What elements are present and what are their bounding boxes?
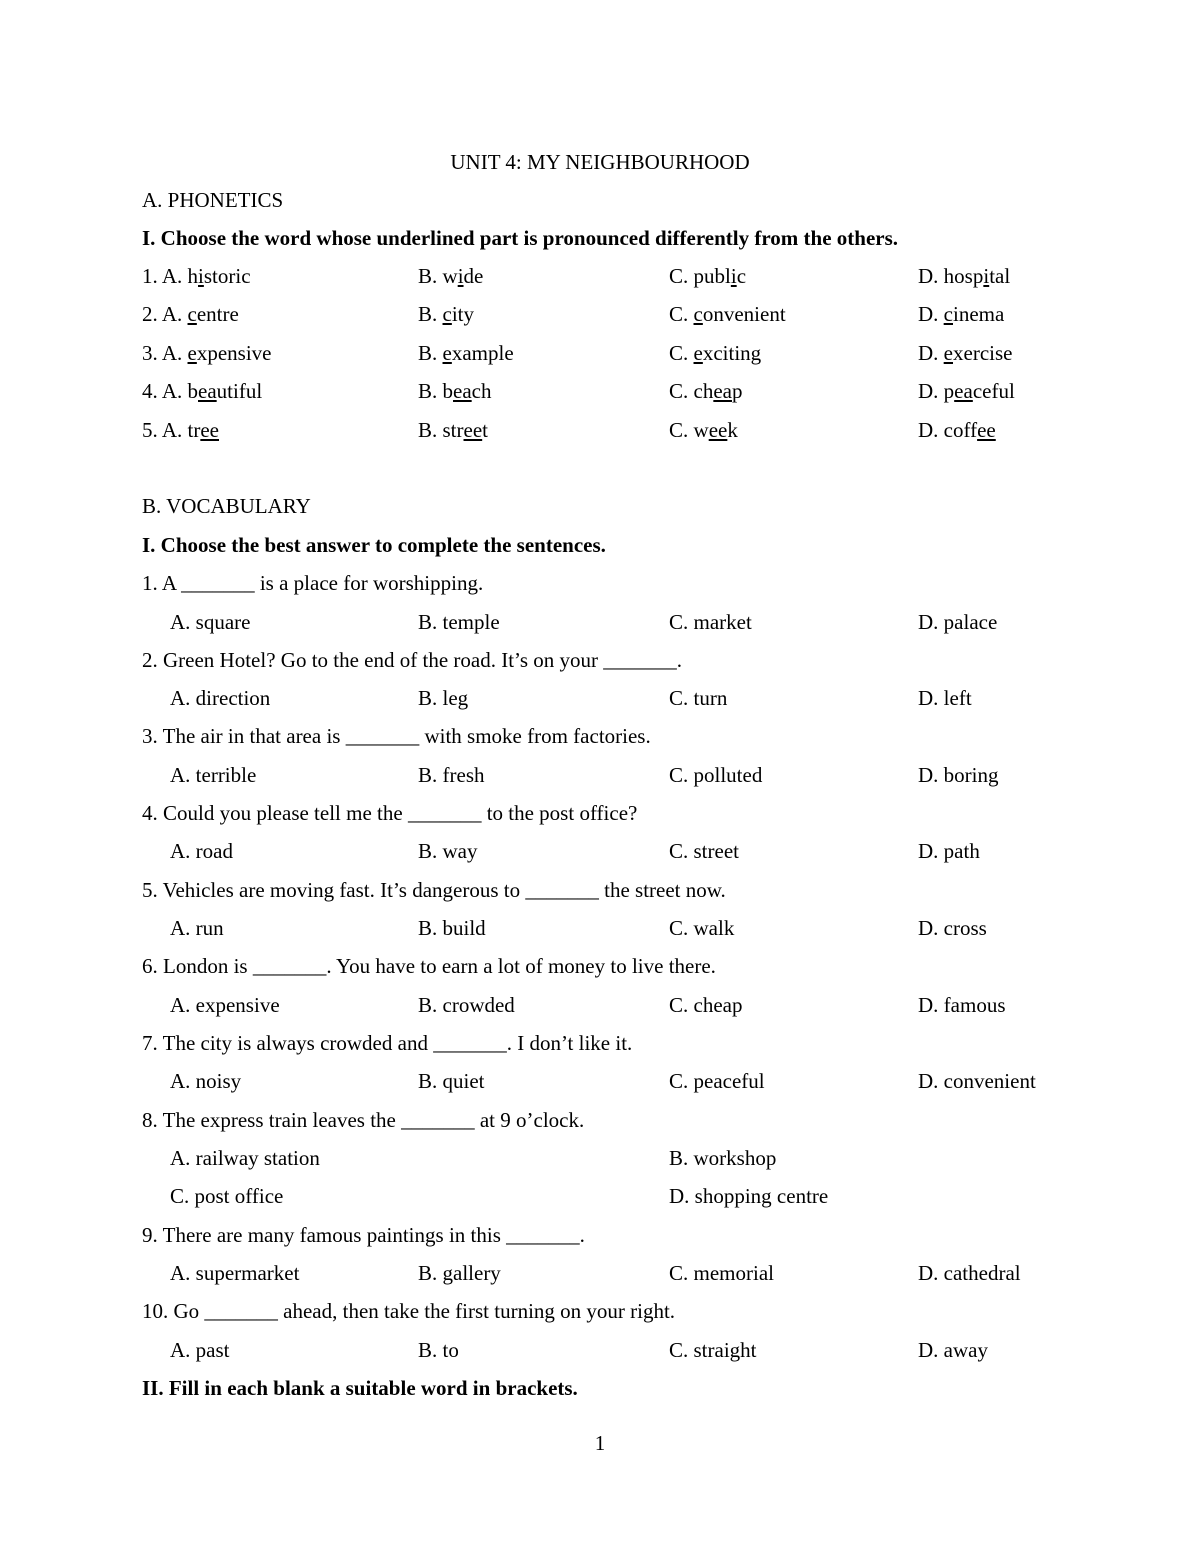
option-c: C. walk [669,916,735,940]
option-a: A. supermarket [170,1261,300,1285]
option-a: A. square [170,610,251,634]
option-c: C. cheap [669,379,743,403]
option-b: B. temple [418,610,500,634]
phonetics-row [0,376,1200,406]
fill-blank-instruction: II. Fill in each blank a suitable word in brackets. [142,1376,578,1400]
option-a: A. past [170,1338,230,1362]
answer-options-row [0,1258,1200,1288]
option-b: B. wide [418,264,484,288]
phonetics-row [0,415,1200,445]
option-b: B. beach [418,379,492,403]
option-c: C. cheap [669,993,743,1017]
option-d: D. hospital [918,264,1011,288]
answer-options-row [0,760,1200,790]
option-a: 4. A. beautiful [142,379,263,403]
option-d: D. coffee [918,418,996,442]
answer-options-row [0,607,1200,637]
option-c: C. turn [669,686,728,710]
option-c: C. exciting [669,341,762,365]
answer-options-row [0,683,1200,713]
answer-options-row [0,1143,1200,1173]
answer-options-row [0,1066,1200,1096]
option-a: A. noisy [170,1069,242,1093]
option-c: C. memorial [669,1261,774,1285]
question-text: 1. A _______ is a place for worshipping. [142,571,484,595]
option-a: A. terrible [170,763,257,787]
option-d: D. famous [918,993,1006,1017]
question-text: 4. Could you please tell me the _______ to the post office? [142,801,638,825]
option-b: B. fresh [418,763,485,787]
option-a: A. expensive [170,993,280,1017]
option-c: C. peaceful [669,1069,765,1093]
option-c: C. market [669,610,752,634]
option-b: B. city [418,302,475,326]
option-a: 5. A. tree [142,418,219,442]
section-b-heading: B. VOCABULARY [142,494,311,518]
option-d: D. cathedral [918,1261,1021,1285]
option-c: C. convenient [669,302,786,326]
question-text: 7. The city is always crowded and _______. I don’t like it. [142,1031,633,1055]
question-text: 10. Go _______ ahead, then take the first turning on your right. [142,1299,676,1323]
question-text: 3. The air in that area is _______ with smoke from factories. [142,724,651,748]
phonetics-row [0,261,1200,291]
phonetics-row [0,299,1200,329]
option-a: A. road [170,839,233,863]
vocabulary-instruction: I. Choose the best answer to complete the sentences. [142,533,606,557]
option-a: 2. A. centre [142,302,239,326]
option-b: B. example [418,341,514,365]
option-d: D. left [918,686,972,710]
option-d: D. shopping centre [669,1184,829,1208]
option-b: B. workshop [669,1146,777,1170]
unit-title: UNIT 4: MY NEIGHBOURHOOD [450,150,750,174]
question-text: 2. Green Hotel? Go to the end of the road. It’s on your _______. [142,648,683,672]
option-d: D. convenient [918,1069,1036,1093]
option-d: D. exercise [918,341,1013,365]
option-d: D. peaceful [918,379,1015,403]
option-d: D. cross [918,916,987,940]
section-a-heading: A. PHONETICS [142,188,284,212]
option-b: B. quiet [418,1069,485,1093]
question-text: 8. The express train leaves the _______ at 9 o’clock. [142,1108,585,1132]
option-c: C. post office [170,1184,284,1208]
answer-options-row [0,1335,1200,1365]
question-text: 9. There are many famous paintings in this _______. [142,1223,585,1247]
option-c: C. straight [669,1338,757,1362]
option-a: 1. A. historic [142,264,251,288]
option-c: C. polluted [669,763,763,787]
option-d: D. boring [918,763,999,787]
option-b: B. way [418,839,478,863]
option-a: A. run [170,916,224,940]
option-c: C. street [669,839,739,863]
question-text: 6. London is _______. You have to earn a lot of money to live there. [142,954,716,978]
phonetics-row [0,338,1200,368]
option-a: A. railway station [170,1146,320,1170]
answer-options-row [0,836,1200,866]
option-a: 3. A. expensive [142,341,272,365]
question-text: 5. Vehicles are moving fast. It’s dangerous to _______ the street now. [142,878,726,902]
option-c: C. public [669,264,747,288]
answer-options-row [0,990,1200,1020]
option-a: A. direction [170,686,271,710]
option-c: C. week [669,418,738,442]
phonetics-instruction: I. Choose the word whose underlined part is pronounced differently from the others. [142,226,899,250]
option-b: B. crowded [418,993,515,1017]
page-number: 1 [594,1431,606,1455]
answer-options-row [0,1181,1200,1211]
option-b: B. leg [418,686,469,710]
option-d: D. path [918,839,980,863]
option-b: B. to [418,1338,459,1362]
option-b: B. build [418,916,486,940]
option-d: D. cinema [918,302,1005,326]
option-d: D. away [918,1338,988,1362]
option-b: B. gallery [418,1261,501,1285]
answer-options-row [0,913,1200,943]
option-d: D. palace [918,610,998,634]
option-b: B. street [418,418,489,442]
